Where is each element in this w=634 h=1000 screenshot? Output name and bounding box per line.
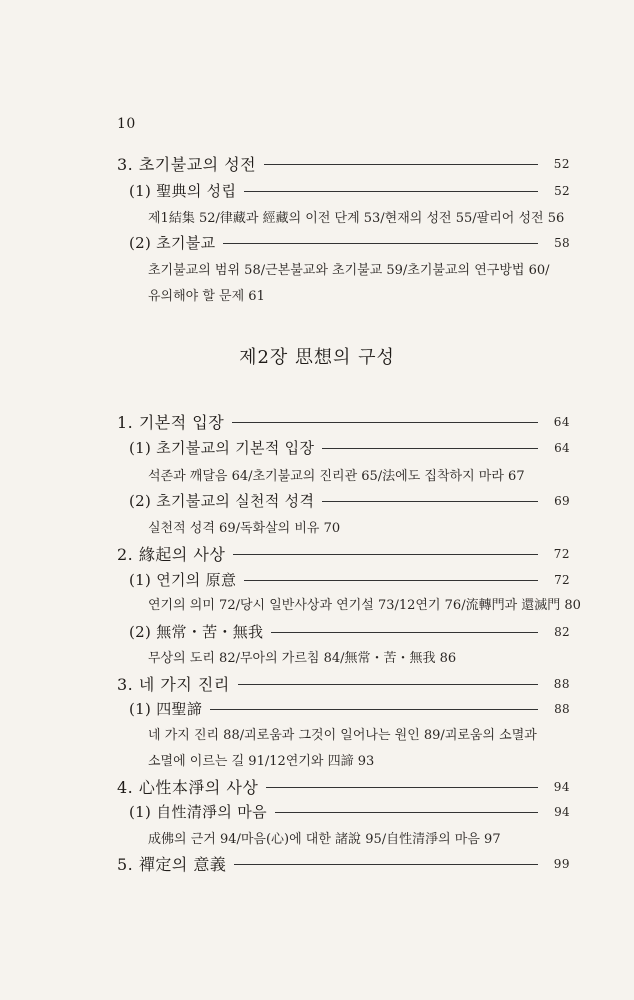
leader-line [266, 787, 538, 788]
leader-line [233, 554, 538, 555]
toc-entry-page: 52 [553, 156, 570, 171]
toc-entry-subsection [0, 232, 634, 253]
toc-description: 제1結集 52/律藏과 經藏의 이전 단계 53/현재의 성전 55/팔리어 성전 56 [148, 211, 565, 226]
toc-entry-subsection [0, 569, 634, 590]
toc-entry-page: 72 [553, 546, 570, 561]
toc-entry-title: 4. 心性本淨의 사상 [117, 778, 259, 797]
toc-entry-title: 3. 네 가지 진리 [117, 675, 230, 694]
toc-entry-title: 5. 禪定의 意義 [117, 855, 227, 874]
toc-entry-subsection [0, 490, 634, 511]
toc-entry-subsection [0, 698, 634, 719]
toc-entry-page: 94 [553, 779, 570, 794]
toc-entry-page: 88 [554, 701, 570, 716]
leader-line [238, 684, 538, 685]
toc-entry-page: 52 [554, 183, 570, 198]
leader-line [244, 580, 538, 581]
toc-description: 실천적 성격 69/독화살의 비유 70 [148, 521, 341, 536]
toc-entry-subsection [0, 180, 634, 201]
toc-entry-page: 99 [553, 856, 570, 871]
toc-entry-title: 1. 기본적 입장 [117, 413, 225, 432]
toc-entry-section [0, 410, 634, 433]
toc-description: 석존과 깨달음 64/초기불교의 진리관 65/法에도 집착하지 마라 67 [148, 469, 525, 484]
toc-entry-title: (2) 초기불교 [129, 234, 216, 252]
toc-description: 소멸에 이르는 길 91/12연기와 四諦 93 [148, 754, 375, 769]
toc-description: 成佛의 근거 94/마음(心)에 대한 諸說 95/自性清淨의 마음 97 [148, 832, 501, 847]
toc-entry-section [0, 775, 634, 798]
leader-line [275, 812, 538, 813]
leader-line [232, 422, 538, 423]
toc-entry-title: (1) 聖典의 성립 [129, 182, 237, 200]
leader-line [271, 632, 538, 633]
toc-entry-title: 3. 초기불교의 성전 [117, 155, 257, 174]
leader-line [264, 164, 538, 165]
toc-description: 연기의 의미 72/당시 일반사상과 연기설 73/12연기 76/流轉門과 還滅門 80 [148, 598, 581, 613]
toc-entry-title: (1) 초기불교의 기본적 입장 [129, 439, 315, 457]
toc-entry-page: 88 [553, 676, 570, 691]
page-number: 10 [117, 116, 136, 132]
leader-line [223, 243, 538, 244]
toc-entry-title: (2) 초기불교의 실천적 성격 [129, 492, 315, 510]
toc-entry-subsection [0, 801, 634, 822]
toc-entry-page: 82 [554, 624, 570, 639]
leader-line [234, 864, 538, 865]
leader-line [210, 709, 538, 710]
toc-entry-page: 94 [554, 804, 570, 819]
toc-entry-title: (1) 연기의 原意 [129, 571, 237, 589]
leader-line [322, 501, 538, 502]
toc-description: 유의해야 할 문제 61 [148, 289, 265, 304]
toc-entry-section [0, 852, 634, 875]
toc-entry-title: 2. 緣起의 사상 [117, 545, 226, 564]
toc-entry-section-3 [0, 152, 634, 175]
toc-description: 초기불교의 범위 58/근본불교와 초기불교 59/초기불교의 연구방법 60/ [148, 263, 550, 278]
toc-entry-section [0, 542, 634, 565]
toc-entry-page: 64 [554, 440, 570, 455]
toc-entry-title: (1) 自性清淨의 마음 [129, 803, 267, 821]
toc-entry-subsection [0, 437, 634, 458]
toc-description: 네 가지 진리 88/괴로움과 그것이 일어나는 원인 89/괴로움의 소멸과 [148, 728, 537, 743]
leader-line [322, 448, 538, 449]
toc-entry-page: 58 [554, 235, 570, 250]
toc-entry-subsection [0, 621, 634, 642]
chapter-title: 제2장 思想의 구성 [239, 347, 395, 368]
toc-description: 무상의 도리 82/무아의 가르침 84/無常・苦・無我 86 [148, 651, 457, 666]
toc-entry-page: 69 [554, 493, 570, 508]
toc-entry-page: 72 [554, 572, 570, 587]
leader-line [244, 191, 538, 192]
toc-entry-page: 64 [553, 414, 570, 429]
toc-entry-title: (1) 四聖諦 [129, 700, 203, 718]
toc-entry-title: (2) 無常・苦・無我 [129, 623, 264, 641]
toc-entry-section [0, 672, 634, 695]
